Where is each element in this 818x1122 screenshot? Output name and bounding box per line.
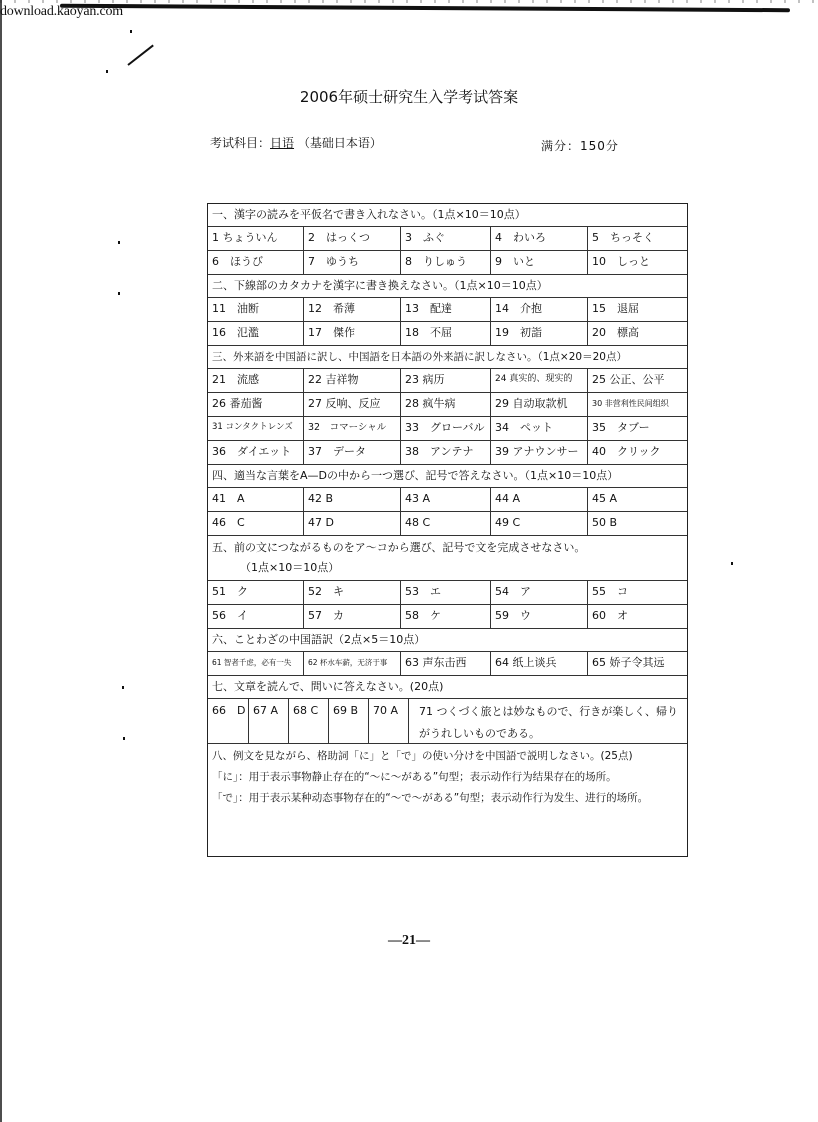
answer-47: 47 D <box>303 512 400 535</box>
full-score: 满分：150分 <box>541 139 619 153</box>
answer-54: 54 ア <box>490 581 587 604</box>
answer-43: 43 A <box>400 488 490 511</box>
answer-48: 48 C <box>400 512 490 535</box>
answer-70: 70 A <box>368 699 408 743</box>
answer-66: 66 D <box>212 704 246 717</box>
answer-28: 28 疯牛病 <box>400 393 490 416</box>
scan-dot <box>118 241 120 244</box>
answer-6: 6 ほうび <box>212 255 263 268</box>
answer-15: 15 退屈 <box>587 298 686 321</box>
section-5-heading <box>208 536 589 580</box>
scan-dot <box>123 737 125 740</box>
answer-49: 49 C <box>490 512 587 535</box>
subject-label: 考试科目： <box>210 136 271 150</box>
answer-2: 2 はっくつ <box>303 227 400 250</box>
answer-57: 57 カ <box>303 605 400 628</box>
answer-51: 51 ク <box>212 585 248 598</box>
scan-dot <box>130 30 132 33</box>
answer-30: 30 非营利性民间组织 <box>587 393 686 416</box>
answer-64: 64 纸上谈兵 <box>490 652 587 675</box>
answer-68: 68 C <box>288 699 328 743</box>
section-5-heading-line2: （1点×10＝10点） <box>240 561 340 574</box>
section-6-heading: 六、ことわざの中国語訳（2点×5＝10点） <box>212 633 426 646</box>
section-8-heading: 八、例文を見ながら、格助詞「に」と「で」の使い分けを中国語で説明しなさい。(25点) <box>212 750 633 762</box>
answer-71: 71 つくづく旅とは妙なもので、行きが楽しく、帰りがうれしいものである。 <box>408 699 687 743</box>
answer-29: 29 自动取款机 <box>490 393 587 416</box>
answer-33: 33 グローバル <box>400 417 490 440</box>
answer-38: 38 アンテナ <box>400 441 490 464</box>
answer-36: 36 ダイエット <box>212 445 292 458</box>
section-8 <box>208 744 652 856</box>
section-1-heading: 一、漢字の読みを平仮名で書き入れなさい。（1点×10＝10点） <box>212 208 526 221</box>
answer-19: 19 初詣 <box>490 322 587 345</box>
answer-14: 14 介抱 <box>490 298 587 321</box>
answer-12: 12 希薄 <box>303 298 400 321</box>
section-3-heading: 三、外来語を中国語に訳し、中国語を日本語の外来語に訳しなさい。（1点×20＝20点） <box>212 351 627 363</box>
scan-noise <box>0 0 818 3</box>
answer-9: 9 いと <box>490 251 587 274</box>
answer-20: 20 標高 <box>587 322 686 345</box>
answer-45: 45 A <box>587 488 686 511</box>
answer-11: 11 油断 <box>212 302 259 315</box>
watermark: download.kaoyan.com <box>0 4 123 19</box>
answer-58: 58 ケ <box>400 605 490 628</box>
answer-56: 56 イ <box>212 609 248 622</box>
answer-59: 59 ウ <box>490 605 587 628</box>
answer-17: 17 傑作 <box>303 322 400 345</box>
answer-16: 16 氾濫 <box>212 326 259 339</box>
answer-table <box>207 203 688 857</box>
answer-39: 39 アナウンサー <box>490 441 587 464</box>
answer-10: 10 しっと <box>587 251 686 274</box>
answer-7: 7 ゆうち <box>303 251 400 274</box>
answer-37: 37 データ <box>303 441 400 464</box>
answer-5: 5 ちっそく <box>587 227 686 250</box>
answer-22: 22 吉祥物 <box>303 369 400 392</box>
answer-65: 65 娇子令其远 <box>587 652 686 675</box>
answer-61: 61 智者千虑，必有一失 <box>212 658 292 667</box>
section-5-heading-line1: 五、前の文につながるものをア～コから選び、記号で文を完成させなさい。 <box>212 541 586 554</box>
answer-de: 「で」：用于表示某种动态事物存在的“～で～がある”句型；表示动作行为发生、进行的场所。 <box>212 792 649 804</box>
section-2-heading: 二、下線部のカタカナを漢字に書き換えなさい。（1点×10＝10点） <box>212 279 548 292</box>
scan-left-edge <box>0 0 2 1122</box>
pen-mark <box>127 45 153 66</box>
exam-subject <box>210 134 382 151</box>
answer-44: 44 A <box>490 488 587 511</box>
page-number: —21— <box>388 933 430 948</box>
scan-edge-bar <box>60 4 790 12</box>
answer-24: 24 真实的、现实的 <box>490 369 587 392</box>
answer-67: 67 A <box>248 699 288 743</box>
answer-21: 21 流感 <box>212 373 259 386</box>
answer-63: 63 声东击西 <box>400 652 490 675</box>
answer-4: 4 わいろ <box>490 227 587 250</box>
scan-dot <box>106 70 108 73</box>
subject-detail: （基础日本语） <box>297 136 382 150</box>
scan-dot <box>118 292 120 295</box>
answer-35: 35 タブー <box>587 417 686 440</box>
answer-8: 8 りしゅう <box>400 251 490 274</box>
answer-52: 52 キ <box>303 581 400 604</box>
answer-41: 41 A <box>212 492 245 505</box>
answer-55: 55 コ <box>587 581 686 604</box>
answer-53: 53 エ <box>400 581 490 604</box>
answer-ni: 「に」：用于表示事物静止存在的“～に～がある”句型；表示动作行为结果存在的场所。 <box>212 771 617 783</box>
scan-dot <box>731 562 733 565</box>
answer-18: 18 不屈 <box>400 322 490 345</box>
scan-dot <box>122 686 124 689</box>
answer-32: 32 コマーシャル <box>303 417 400 440</box>
answer-3: 3 ふぐ <box>400 227 490 250</box>
answer-1: 1 ちょういん <box>212 231 278 244</box>
answer-31: 31 コンタクトレンズ <box>212 422 293 432</box>
page-title: 2006年硕士研究生入学考试答案 <box>299 88 519 106</box>
answer-69: 69 B <box>328 699 368 743</box>
answer-62: 62 杯水车薪，无济于事 <box>303 652 400 675</box>
answer-50: 50 B <box>587 512 686 535</box>
answer-60: 60 オ <box>587 605 686 628</box>
section-7-heading: 七、文章を読んで、問いに答えなさい。(20点) <box>212 680 444 693</box>
answer-40: 40 クリック <box>587 441 686 464</box>
answer-42: 42 B <box>303 488 400 511</box>
section-4-heading: 四、適当な言葉をA—Dの中から一つ選び、記号で答えなさい。（1点×10＝10点） <box>212 469 619 482</box>
answer-25: 25 公正、公平 <box>587 369 686 392</box>
answer-46: 46 C <box>212 516 245 529</box>
answer-13: 13 配達 <box>400 298 490 321</box>
answer-34: 34 ペット <box>490 417 587 440</box>
answer-26: 26 番茄酱 <box>212 397 263 410</box>
answer-27: 27 反响、反应 <box>303 393 400 416</box>
answer-23: 23 病历 <box>400 369 490 392</box>
subject-value: 日语 <box>270 136 295 150</box>
